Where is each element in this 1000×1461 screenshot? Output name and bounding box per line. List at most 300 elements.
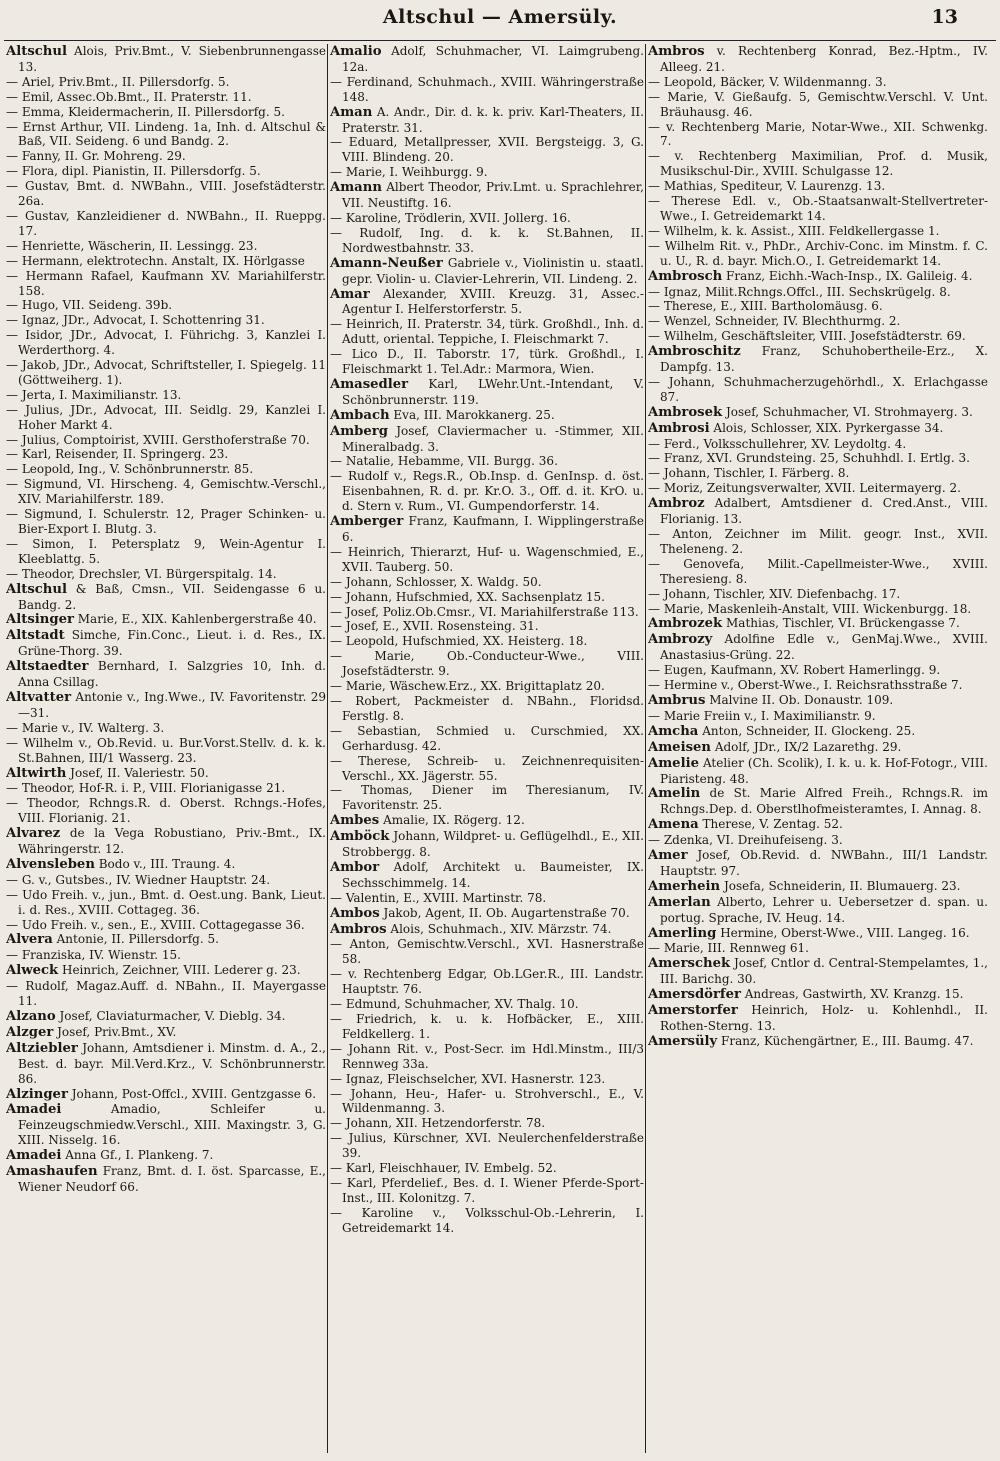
entry-details: — Sebastian, Schmied u. Curschmied, XX. Gerhardusg. 42. bbox=[330, 723, 644, 753]
surname: Ambroschitz bbox=[648, 344, 741, 360]
directory-entry bbox=[330, 317, 644, 347]
directory-entry bbox=[6, 582, 326, 613]
entry-details: — Johann, Hufschmied, XX. Sachsenplatz 15. bbox=[330, 589, 605, 604]
entry-details: Heinrich, Zeichner, VIII. Lederer g. 23. bbox=[61, 963, 301, 978]
directory-entry bbox=[6, 628, 326, 659]
entry-details: — Isidor, JDr., Advocat, I. Führichg. 3, Kanzlei I. Werderthorg. 4. bbox=[6, 328, 326, 358]
directory-entry bbox=[330, 605, 644, 620]
entry-details: — Marie, Wäschew.Erz., XX. Brigittaplatz 20. bbox=[330, 679, 605, 694]
entry-details: — Moriz, Zeitungsverwalter, XVII. Leitermayerg. 2. bbox=[648, 481, 961, 496]
entry-details: Alberto, Lehrer u. Uebersetzer d. span. u. portug. Sprache, IV. Heug. 14. bbox=[660, 894, 988, 925]
directory-entry bbox=[648, 344, 988, 375]
entry-details: — Leopold, Bäcker, V. Wildenmanng. 3. bbox=[648, 74, 887, 89]
entry-details: — Franziska, IV. Wienstr. 15. bbox=[6, 948, 181, 963]
entry-details: Josef, Claviaturmacher, V. Dieblg. 34. bbox=[59, 1009, 286, 1023]
entry-details: — Zdenka, VI. Dreihufeiseng. 3. bbox=[648, 833, 843, 848]
entry-details: — Sigmund, I. Schulerstr. 12, Prager Schinken- u. Bier-Export I. Blutg. 3. bbox=[6, 507, 326, 536]
directory-entry bbox=[648, 437, 988, 452]
directory-entry bbox=[330, 724, 644, 754]
surname: Ambros bbox=[648, 44, 705, 59]
entry-details: — Therese, Schreib- u. Zeichnenrequisiten-Verschl., XX. Jägerstr. 55. bbox=[330, 753, 644, 783]
surname: Alzger bbox=[6, 1024, 54, 1040]
directory-entry bbox=[6, 239, 326, 254]
entry-details: de St. Marie Alfred Freih., Rchngs.R. im Rchngs.Dep. d. Oberstlhofmeisteramtes, I. Annag. 8. bbox=[660, 786, 988, 817]
directory-entry bbox=[648, 678, 988, 693]
directory-entry bbox=[648, 527, 988, 557]
surname: Amann-Neußer bbox=[330, 255, 443, 271]
surname: Amberg bbox=[330, 423, 388, 439]
page-header bbox=[0, 4, 1000, 34]
entry-details: — Hugo, VII. Seideng. 39b. bbox=[6, 298, 173, 313]
entry-details: Bodo v., III. Traung. 4. bbox=[98, 856, 236, 871]
surname: Alzano bbox=[6, 1009, 56, 1024]
directory-entry bbox=[330, 454, 644, 469]
entry-details: — Karl, Pferdelief., Bes. d. I. Wiener Pferde-Sport-Inst., III. Kolonitzg. 7. bbox=[330, 1175, 644, 1205]
column-divider bbox=[327, 44, 328, 1453]
entry-details: Heinrich, Holz- u. Kohlenhdl., II. Rothen-Sterng. 13. bbox=[660, 1003, 988, 1033]
entry-details: & Baß, Cmsn., VII. Seidengasse 6 u. Bandg. 2. bbox=[18, 581, 326, 612]
entry-details: — Rudolf v., Regs.R., Ob.Insp. d. GenInsp. d. öst. Eisenbahnen, R. d. pr. Kr.O. 3., Off. d. it. KrO. u. d. Stern v. Rum., VI. Gumpendorferstr. 14. bbox=[330, 469, 644, 514]
directory-entry bbox=[330, 813, 644, 829]
directory-entry bbox=[330, 891, 644, 906]
directory-entry bbox=[6, 736, 326, 766]
directory-entry bbox=[648, 756, 988, 787]
entry-details: — Jakob, JDr., Advocat, Schriftsteller, I. Spiegelg. 11 (Göttweiherg. 1). bbox=[6, 358, 326, 387]
entry-details: Hermine, Oberst-Wwe., VIII. Langeg. 16. bbox=[720, 925, 970, 940]
entry-details: Albert Theodor, Priv.Lmt. u. Sprachlehrer, VII. Neustiftg. 16. bbox=[342, 180, 644, 211]
directory-entry bbox=[6, 328, 326, 358]
directory-entry bbox=[6, 963, 326, 979]
entry-details: — Johann, XII. Hetzendorferstr. 78. bbox=[330, 1116, 546, 1131]
directory-entry bbox=[6, 1041, 326, 1087]
entry-details: — Wilhelm, Geschäftsleiter, VIII. Josefstädterstr. 69. bbox=[648, 329, 966, 344]
directory-entry bbox=[6, 1164, 326, 1195]
surname: Amelin bbox=[648, 786, 701, 802]
entry-details: Alois, Schuhmach., XIV. Märzstr. 74. bbox=[390, 921, 612, 936]
surname: Ambor bbox=[330, 859, 380, 875]
directory-entry bbox=[6, 612, 326, 628]
entry-details: — Therese Edl. v., Ob.-Staatsanwalt-Stellvertreter-Wwe., I. Getreidemarkt 14. bbox=[648, 194, 988, 223]
directory-entry bbox=[330, 590, 644, 605]
entry-details: Malvine II. Ob. Donaustr. 109. bbox=[709, 692, 894, 707]
directory-entry bbox=[330, 783, 644, 813]
directory-entry bbox=[648, 895, 988, 926]
entry-details: — v. Rechtenberg Marie, Notar-Wwe., XII. Schwenkg. 7. bbox=[648, 119, 988, 149]
surname: Ambrozek bbox=[648, 616, 723, 632]
entry-details: Johann, Post-Offcl., XVIII. Gentzgasse 6. bbox=[71, 1086, 317, 1101]
directory-entry bbox=[648, 239, 988, 269]
directory-entry bbox=[648, 1003, 988, 1034]
entry-details: — Johann, Schuhmacherzugehörhdl., X. Erlachgasse 87. bbox=[648, 374, 988, 404]
directory-entry bbox=[6, 796, 326, 826]
directory-entry bbox=[6, 888, 326, 918]
entry-details: — Julius, Kürschner, XVI. Neulerchenfelderstraße 39. bbox=[330, 1131, 644, 1161]
surname: Amadei bbox=[6, 1102, 62, 1118]
entry-details: — Karl, Reisender, II. Springerg. 23. bbox=[6, 447, 229, 462]
directory-entry bbox=[330, 105, 644, 136]
surname: Alvera bbox=[6, 932, 53, 948]
entry-details: — Ignaz, Milit.Rchngs.Offcl., III. Sechskrügelg. 8. bbox=[648, 284, 951, 299]
entry-details: — Thomas, Diener im Theresianum, IV. Favoritenstr. 25. bbox=[330, 783, 644, 813]
entry-details: Franz, Bmt. d. I. öst. Sparcasse, E., Wiener Neudorf 66. bbox=[18, 1164, 326, 1194]
entry-details: Johann, Wildpret- u. Geflügelhdl., E., XII. Strobbergg. 8. bbox=[342, 829, 644, 860]
entry-details: de la Vega Robustiano, Priv.-Bmt., IX. Währingerstr. 12. bbox=[18, 826, 326, 857]
directory-entry bbox=[648, 299, 988, 314]
directory-entry bbox=[648, 90, 988, 120]
directory-entry bbox=[6, 1148, 326, 1164]
directory-entry bbox=[6, 873, 326, 888]
entry-details: — Genovefa, Milit.-Capellmeister-Wwe., XVIII. Theresieng. 8. bbox=[648, 556, 988, 586]
directory-entry bbox=[330, 967, 644, 997]
entry-details: — Johann, Tischler, XIV. Diefenbachg. 17. bbox=[648, 586, 901, 601]
surname: Amadei bbox=[6, 1148, 62, 1164]
entry-details: — Julius, JDr., Advocat, III. Seidlg. 29, Kanzlei I. Hoher Markt 4. bbox=[6, 402, 326, 432]
surname: Amcha bbox=[648, 723, 699, 739]
directory-entry bbox=[330, 1116, 644, 1131]
entry-details: Atelier (Ch. Scolik), I. k. u. k. Hof-Fotogr., VIII. Piaristeng. 48. bbox=[660, 755, 988, 786]
surname: Ambrosek bbox=[648, 404, 723, 420]
directory-entry bbox=[6, 932, 326, 948]
entry-details: — Ferdinand, Schuhmach., XVIII. Währingerstraße 148. bbox=[330, 74, 644, 104]
directory-entry bbox=[330, 997, 644, 1012]
surname: Amelie bbox=[648, 755, 699, 771]
directory-entry bbox=[6, 1025, 326, 1041]
surname: Ambrus bbox=[648, 692, 706, 708]
directory-entry bbox=[648, 693, 988, 709]
surname: Alvensleben bbox=[6, 856, 95, 872]
entry-details: — Heinrich, Thierarzt, Huf- u. Wagenschmied, E., XVII. Tauberg. 50. bbox=[330, 544, 644, 574]
directory-entry bbox=[330, 75, 644, 105]
entry-details: — Marie, Ob.-Conducteur-Wwe., VIII. Josefstädterstr. 9. bbox=[330, 649, 644, 679]
directory-entry bbox=[648, 616, 988, 632]
entry-details: — Edmund, Schuhmacher, XV. Thalg. 10. bbox=[330, 997, 579, 1012]
directory-entry bbox=[330, 424, 644, 455]
directory-entry bbox=[648, 632, 988, 663]
entry-details: Marie, E., XIX. Kahlenbergerstraße 40. bbox=[77, 612, 317, 627]
directory-entry bbox=[648, 557, 988, 587]
directory-entry bbox=[648, 149, 988, 179]
directory-entry bbox=[6, 462, 326, 477]
surname: Altstadt bbox=[6, 628, 65, 644]
entry-details: — Marie, III. Rennweg 61. bbox=[648, 941, 809, 956]
directory-entry bbox=[330, 829, 644, 860]
column-middle bbox=[330, 44, 644, 1455]
directory-entry bbox=[648, 269, 988, 285]
directory-entry bbox=[330, 1206, 644, 1236]
entry-details: — Wilhelm, k. k. Assist., XIII. Feldkellergasse 1. bbox=[648, 223, 940, 238]
directory-entry bbox=[330, 679, 644, 694]
directory-entry bbox=[330, 1176, 644, 1206]
entry-details: — Anton, Zeichner im Milit. geogr. Inst., XVII. Theleneng. 2. bbox=[648, 527, 988, 556]
entry-details: — Karoline v., Volksschul-Ob.-Lehrerin, I. Getreidemarkt 14. bbox=[330, 1205, 644, 1235]
surname: Ambrosi bbox=[648, 420, 710, 436]
directory-entry bbox=[648, 375, 988, 405]
entry-details: — Marie, Maskenleih-Anstalt, VIII. Wickenburgg. 18. bbox=[648, 601, 972, 616]
directory-entry bbox=[330, 545, 644, 575]
entry-details: Amadio, Schleifer u. Feinzeugschmiedw.Verschl., XIII. Maxingstr. 3, G. XIII. Nisselg. 16. bbox=[18, 1102, 326, 1148]
entry-details: — Sigmund, VI. Hirscheng. 4, Gemischtw.-Verschl., XIV. Mariahilferstr. 189. bbox=[6, 477, 326, 507]
directory-entry bbox=[648, 941, 988, 956]
directory-entry bbox=[648, 224, 988, 239]
surname: Amerstorfer bbox=[648, 1003, 738, 1019]
directory-entry bbox=[330, 514, 644, 545]
entry-details: — Eduard, Metallpresser, XVII. Bergsteigg. 3, G. VIII. Blindeng. 20. bbox=[330, 135, 644, 165]
directory-entry bbox=[6, 75, 326, 90]
entry-details: Franz, Schuhobertheile-Erz., X. Dampfg. 13. bbox=[660, 344, 988, 375]
surname: Amerling bbox=[648, 925, 717, 941]
entry-details: — Gustav, Bmt. d. NWBahn., VIII. Josefstädterstr. 26a. bbox=[6, 179, 326, 209]
surname: Amar bbox=[330, 286, 370, 302]
directory-entry bbox=[330, 165, 644, 180]
directory-entry bbox=[6, 1009, 326, 1025]
directory-entry bbox=[6, 721, 326, 736]
entry-details: — Ignaz, JDr., Advocat, I. Schottenring 31. bbox=[6, 313, 265, 328]
directory-entry bbox=[6, 105, 326, 120]
directory-entry bbox=[648, 786, 988, 817]
entry-details: — Ferd., Volksschullehrer, XV. Leydoltg. 4. bbox=[648, 436, 907, 451]
directory-entry bbox=[6, 1102, 326, 1148]
directory-entry bbox=[648, 314, 988, 329]
entry-details: — Hermann, elektrotechn. Anstalt, IX. Hörlgasse bbox=[6, 253, 305, 268]
directory-entry bbox=[648, 421, 988, 437]
entry-details: — Anton, Gemischtw.Verschl., XVI. Hasnerstraße 58. bbox=[330, 937, 644, 967]
directory-entry bbox=[648, 481, 988, 496]
entry-details: Josef, Cntlor d. Central-Stempelamtes, 1., III. Barichg. 30. bbox=[660, 956, 988, 987]
directory-entry bbox=[6, 209, 326, 239]
directory-entry bbox=[330, 694, 644, 724]
directory-entry bbox=[6, 826, 326, 857]
surname: Amerhein bbox=[648, 878, 721, 894]
directory-entry bbox=[648, 724, 988, 740]
surname: Ambach bbox=[330, 407, 390, 423]
surname: Amann bbox=[330, 180, 382, 196]
entry-details: Josef, Priv.Bmt., XV. bbox=[57, 1024, 177, 1039]
directory-entry bbox=[6, 948, 326, 963]
entry-details: — Emil, Assec.Ob.Bmt., II. Praterstr. 11. bbox=[6, 89, 252, 104]
entry-details: — Wenzel, Schneider, IV. Blechthurmg. 2. bbox=[648, 314, 901, 329]
directory-entry bbox=[6, 766, 326, 782]
directory-entry bbox=[6, 477, 326, 507]
surname: Amashaufen bbox=[6, 1164, 98, 1180]
directory-entry bbox=[330, 256, 644, 287]
entry-details: Josef, II. Valeriestr. 50. bbox=[70, 765, 209, 780]
directory-entry bbox=[648, 75, 988, 90]
entry-details: — Johann, Tischler, I. Färberg. 8. bbox=[648, 466, 850, 481]
entry-details: Franz, Küchengärtner, E., III. Baumg. 47. bbox=[721, 1033, 974, 1048]
surname: Alzinger bbox=[6, 1086, 68, 1102]
entry-details: Andreas, Gastwirth, XV. Kranzg. 15. bbox=[744, 987, 964, 1002]
column-divider bbox=[645, 44, 646, 1453]
surname: Amersüly bbox=[648, 1033, 718, 1049]
entry-details: Adolf, JDr., IX/2 Lazarethg. 29. bbox=[714, 739, 902, 754]
directory-entry bbox=[6, 254, 326, 269]
entry-details: Anna Gf., I. Plankeng. 7. bbox=[65, 1148, 214, 1163]
directory-entry bbox=[330, 408, 644, 424]
directory-entry bbox=[6, 781, 326, 796]
entry-details: — Emma, Kleidermacherin, II. Pillersdorfg. 5. bbox=[6, 104, 285, 119]
surname: Amalio bbox=[330, 44, 382, 59]
directory-entry bbox=[6, 690, 326, 721]
entry-details: — Theodor, Hof-R. i. P., VIII. Florianigasse 21. bbox=[6, 781, 286, 796]
directory-entry bbox=[6, 403, 326, 433]
entry-details: Alexander, XVIII. Kreuzg. 31, Assec.-Agentur I. Helferstorferstr. 5. bbox=[342, 286, 644, 317]
entry-details: — Ernst Arthur, VII. Lindeng. 1a, Inh. d. Altschul & Baß, VII. Seideng. 6 und Bandg. 2. bbox=[6, 119, 326, 149]
surname: Altschul bbox=[6, 44, 67, 59]
directory-entry bbox=[648, 879, 988, 895]
directory-entry bbox=[6, 567, 326, 582]
directory-entry bbox=[648, 587, 988, 602]
surname: Altwirth bbox=[6, 765, 67, 781]
entry-details: Jakob, Agent, II. Ob. Augartenstraße 70. bbox=[383, 905, 630, 920]
directory-entry bbox=[648, 740, 988, 756]
entry-details: — Robert, Packmeister d. NBahn., Floridsd. Ferstlg. 8. bbox=[330, 693, 644, 723]
directory-entry bbox=[648, 817, 988, 833]
entry-details: Franz, Kaufmann, I. Wipplingerstraße 6. bbox=[342, 514, 644, 544]
entry-details: Anton, Schneider, II. Glockeng. 25. bbox=[702, 723, 916, 738]
entry-details: — Marie, I. Weihburgg. 9. bbox=[330, 165, 488, 180]
directory-entry bbox=[330, 180, 644, 211]
entry-details: Josef, Claviermacher u. -Stimmer, XII. Mineralbadg. 3. bbox=[342, 423, 644, 454]
surname: Ambrozy bbox=[648, 632, 713, 648]
surname: Ambes bbox=[330, 813, 380, 829]
directory-entry bbox=[330, 469, 644, 514]
entry-details: Gabriele v., Violinistin u. staatl. gepr. Violin- u. Clavier-Lehrerin, VII. Lindeng. 2. bbox=[342, 255, 644, 286]
directory-entry bbox=[330, 937, 644, 967]
directory-entry bbox=[648, 194, 988, 224]
directory-entry bbox=[648, 987, 988, 1003]
directory-entry bbox=[330, 44, 644, 75]
directory-entry bbox=[330, 1072, 644, 1087]
surname: Ambrosch bbox=[648, 268, 723, 284]
entry-details: Adolfine Edle v., GenMaj.Wwe., XVIII. Anastasius-Grüng. 22. bbox=[660, 632, 988, 663]
entry-details: Franz, Eichh.-Wach-Insp., IX. Galileig. 4. bbox=[726, 268, 973, 283]
directory-entry bbox=[6, 507, 326, 537]
surname: Amena bbox=[648, 817, 699, 833]
surname: Ameisen bbox=[648, 739, 711, 755]
directory-entry bbox=[6, 313, 326, 328]
entry-details: — Ignaz, Fleischselcher, XVI. Hasnerstr. 123. bbox=[330, 1071, 606, 1086]
page-number: 13 bbox=[931, 6, 958, 28]
directory-entry bbox=[6, 90, 326, 105]
entry-details: — Julius, Comptoirist, XVIII. Gersthoferstraße 70. bbox=[6, 432, 310, 447]
surname: Altsinger bbox=[6, 612, 74, 628]
directory-entry bbox=[6, 179, 326, 209]
directory-entry bbox=[330, 906, 644, 922]
directory-entry bbox=[6, 918, 326, 933]
surname: Alweck bbox=[6, 963, 59, 979]
surname: Ambros bbox=[330, 921, 387, 937]
entry-details: — Karl, Fleischhauer, IV. Embelg. 52. bbox=[330, 1161, 557, 1176]
directory-entry bbox=[330, 287, 644, 318]
entry-details: — Therese, E., XIII. Bartholomäusg. 6. bbox=[648, 299, 883, 314]
entry-details: — Theodor, Rchngs.R. d. Oberst. Rchngs.-Hofes, VIII. Florianig. 21. bbox=[6, 796, 326, 826]
directory-entry bbox=[330, 1161, 644, 1176]
directory-entry bbox=[330, 754, 644, 784]
directory-entry bbox=[648, 926, 988, 942]
directory-entry bbox=[648, 405, 988, 421]
surname: Altschul bbox=[6, 581, 67, 597]
column-right bbox=[648, 44, 988, 1455]
entry-details: Therese, V. Zentag. 52. bbox=[702, 817, 843, 832]
directory-entry bbox=[648, 466, 988, 481]
directory-entry bbox=[330, 922, 644, 938]
directory-entry bbox=[648, 709, 988, 724]
directory-entry bbox=[648, 848, 988, 879]
directory-entry bbox=[6, 120, 326, 150]
surname: Altvatter bbox=[6, 689, 72, 705]
entry-details: — Marie v., IV. Walterg. 3. bbox=[6, 720, 165, 735]
directory-entry bbox=[330, 1131, 644, 1161]
entry-details: — Hermann Rafael, Kaufmann XV. Mariahilferstr. 158. bbox=[6, 268, 326, 298]
entry-details: — v. Rechtenberg Edgar, Ob.LGer.R., III. Landstr. Hauptstr. 76. bbox=[330, 967, 644, 997]
surname: Amböck bbox=[330, 829, 390, 845]
surname: Amberger bbox=[330, 514, 404, 530]
directory-entry bbox=[6, 358, 326, 388]
entry-details: — Ariel, Priv.Bmt., II. Pillersdorfg. 5. bbox=[6, 74, 230, 89]
entry-details: — Hermine v., Oberst-Wwe., I. Reichsrathsstraße 7. bbox=[648, 678, 963, 693]
entry-details: Simche, Fin.Conc., Lieut. i. d. Res., IX. Grüne-Thorg. 39. bbox=[18, 628, 326, 659]
directory-entry bbox=[648, 1034, 988, 1050]
entry-details: — Wilhelm v., Ob.Revid. u. Bur.Vorst.Stellv. d. k. k. St.Bahnen, III/1 Wasserg. 23. bbox=[6, 735, 326, 765]
entry-details: A. Andr., Dir. d. k. k. priv. Karl-Theaters, II. Praterstr. 31. bbox=[342, 104, 644, 135]
directory-entry bbox=[648, 329, 988, 344]
entry-details: Karl, LWehr.Unt.-Intendant, V. Schönbrunnerstr. 119. bbox=[342, 376, 644, 407]
entry-details: — Theodor, Drechsler, VI. Bürgerspitalg. 14. bbox=[6, 566, 277, 581]
entry-details: Adalbert, Amtsdiener d. Cred.Anst., VIII. Florianig. 13. bbox=[660, 496, 988, 527]
directory-entry bbox=[648, 602, 988, 617]
directory-entry bbox=[648, 496, 988, 527]
surname: Altziebler bbox=[6, 1040, 78, 1056]
column-left bbox=[6, 44, 326, 1455]
surname: Amersdörfer bbox=[648, 987, 741, 1003]
entry-details: Eva, III. Marokkanerg. 25. bbox=[393, 407, 555, 422]
entry-details: — Simon, I. Petersplatz 9, Wein-Agentur I. Kleeblattg. 5. bbox=[6, 536, 326, 566]
entry-details: Alois, Priv.Bmt., V. Siebenbrunnengasse 13. bbox=[18, 44, 326, 74]
entry-details: — Leopold, Ing., V. Schönbrunnerstr. 85. bbox=[6, 462, 254, 477]
surname: Alvarez bbox=[6, 826, 61, 842]
entry-details: — G. v., Gutsbes., IV. Wiedner Hauptstr. 24. bbox=[6, 872, 271, 887]
directory-entry bbox=[6, 1087, 326, 1103]
directory-entry bbox=[648, 120, 988, 150]
directory-entry bbox=[330, 649, 644, 679]
directory-entry bbox=[648, 179, 988, 194]
running-title: Altschul — Amersüly. bbox=[382, 6, 618, 28]
entry-details: Amalie, IX. Rögerg. 12. bbox=[383, 813, 525, 828]
entry-details: Josefa, Schneiderin, II. Blumauerg. 23. bbox=[723, 878, 961, 893]
directory-entry bbox=[330, 226, 644, 256]
surname: Ambroz bbox=[648, 496, 705, 512]
entry-details: — Marie Freiin v., I. Maximilianstr. 9. bbox=[648, 708, 876, 723]
directory-entry bbox=[330, 575, 644, 590]
entry-details: — Johann, Heu-, Hafer- u. Strohverschl., E., V. Wildenmanng. 3. bbox=[330, 1086, 644, 1116]
entry-details: Antonie v., Ing.Wwe., IV. Favoritenstr. 29—31. bbox=[18, 689, 326, 720]
directory-entry bbox=[330, 860, 644, 891]
directory-entry bbox=[330, 1087, 644, 1117]
entry-details: — Wilhelm Rit. v., PhDr., Archiv-Conc. im Minstm. f. C. u. U., R. d. bayr. Mich.O., I. Getreidemarkt 14. bbox=[648, 238, 988, 268]
directory-entry bbox=[648, 285, 988, 300]
directory-entry bbox=[648, 956, 988, 987]
entry-details: — Heinrich, II. Praterstr. 34, türk. Großhdl., Inh. d. Adutt, oriental. Teppiche, I. Fleischmarkt 7. bbox=[330, 317, 644, 347]
entry-details: — Henriette, Wäscherin, II. Lessingg. 23. bbox=[6, 238, 258, 253]
entry-details: Josef, Schuhmacher, VI. Strohmayerg. 3. bbox=[725, 404, 973, 419]
directory-entry bbox=[330, 619, 644, 634]
entry-details: — Josef, E., XVII. Rosensteing. 31. bbox=[330, 619, 539, 634]
entry-details: — Natalie, Hebamme, VII. Burgg. 36. bbox=[330, 454, 558, 469]
directory-entry bbox=[330, 347, 644, 377]
entry-details: — Karoline, Trödlerin, XVII. Jollerg. 16. bbox=[330, 210, 571, 225]
directory-entry bbox=[6, 857, 326, 873]
directory-entry bbox=[648, 451, 988, 466]
